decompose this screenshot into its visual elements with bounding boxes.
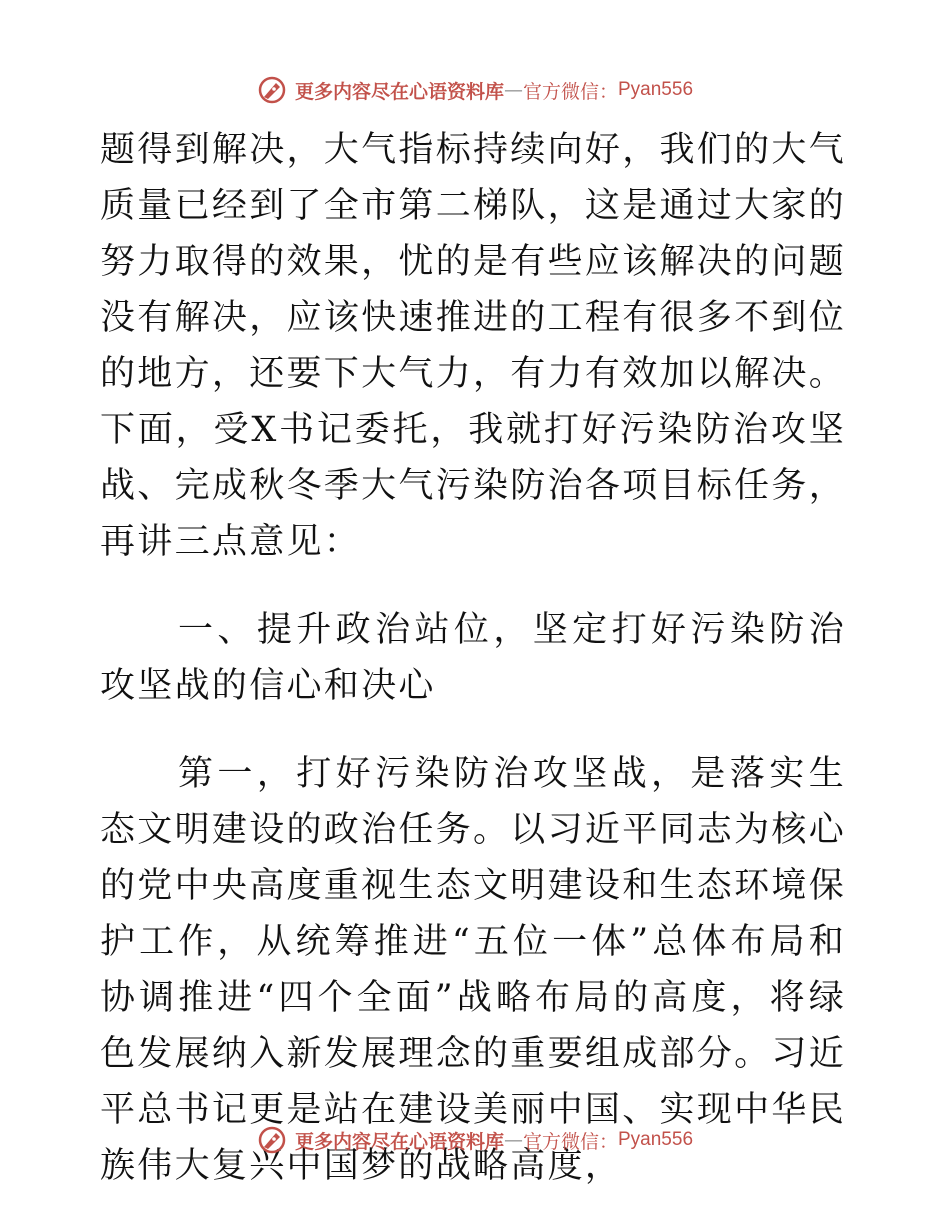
banner-wechat-id: Pyan556 [618,79,694,100]
banner-dash: — [503,1129,523,1151]
banner-main-text: 更多内容尽在心语资料库 [294,1130,504,1153]
header-banner [0,70,950,110]
banner-dash: — [503,79,523,101]
pen-nib-logo-icon [257,75,287,105]
paragraph-gap [100,570,846,602]
paragraph-gap [100,714,846,746]
banner-wechat-label: 官方微信： [522,80,618,103]
footer-banner [0,1120,950,1160]
section-heading: 一、提升政治站位，坚定打好污染防治攻坚战的信心和决心 [100,610,846,706]
banner-main-text: 更多内容尽在心语资料库 [294,80,504,103]
body-paragraph: 第一，打好污染防治攻坚战，是落实生态文明建设的政治任务。以习近平同志为核心的党中央高度重视生态文明建设和生态环境保护工作，从统筹推进“五位一体”总体布局和协调推进“四个全面”战略布局的高度，将绿色发展纳入新发展理念的重要组成部分。习近平总书记更是站在建设美丽中国、实现中华民族伟大复兴中国梦的战略高度， [100,754,847,1186]
pen-nib-logo-icon [257,1125,287,1155]
body-paragraph: 题得到解决，大气指标持续向好，我们的大气质量已经到了全市第二梯队，这是通过大家的努力取得的效果，忧的是有些应该解决的问题没有解决，应该快速推进的工程有很多不到位的地方，还要下大气力，有力有效加以解决。下面，受X书记委托，我就打好污染防治攻坚战、完成秋冬季大气污染防治各项目标任务，再讲三点意见： [100,130,847,562]
banner-wechat-label: 官方微信： [522,1130,618,1153]
banner-wechat-id: Pyan556 [618,1129,694,1150]
document-body [100,122,846,1194]
